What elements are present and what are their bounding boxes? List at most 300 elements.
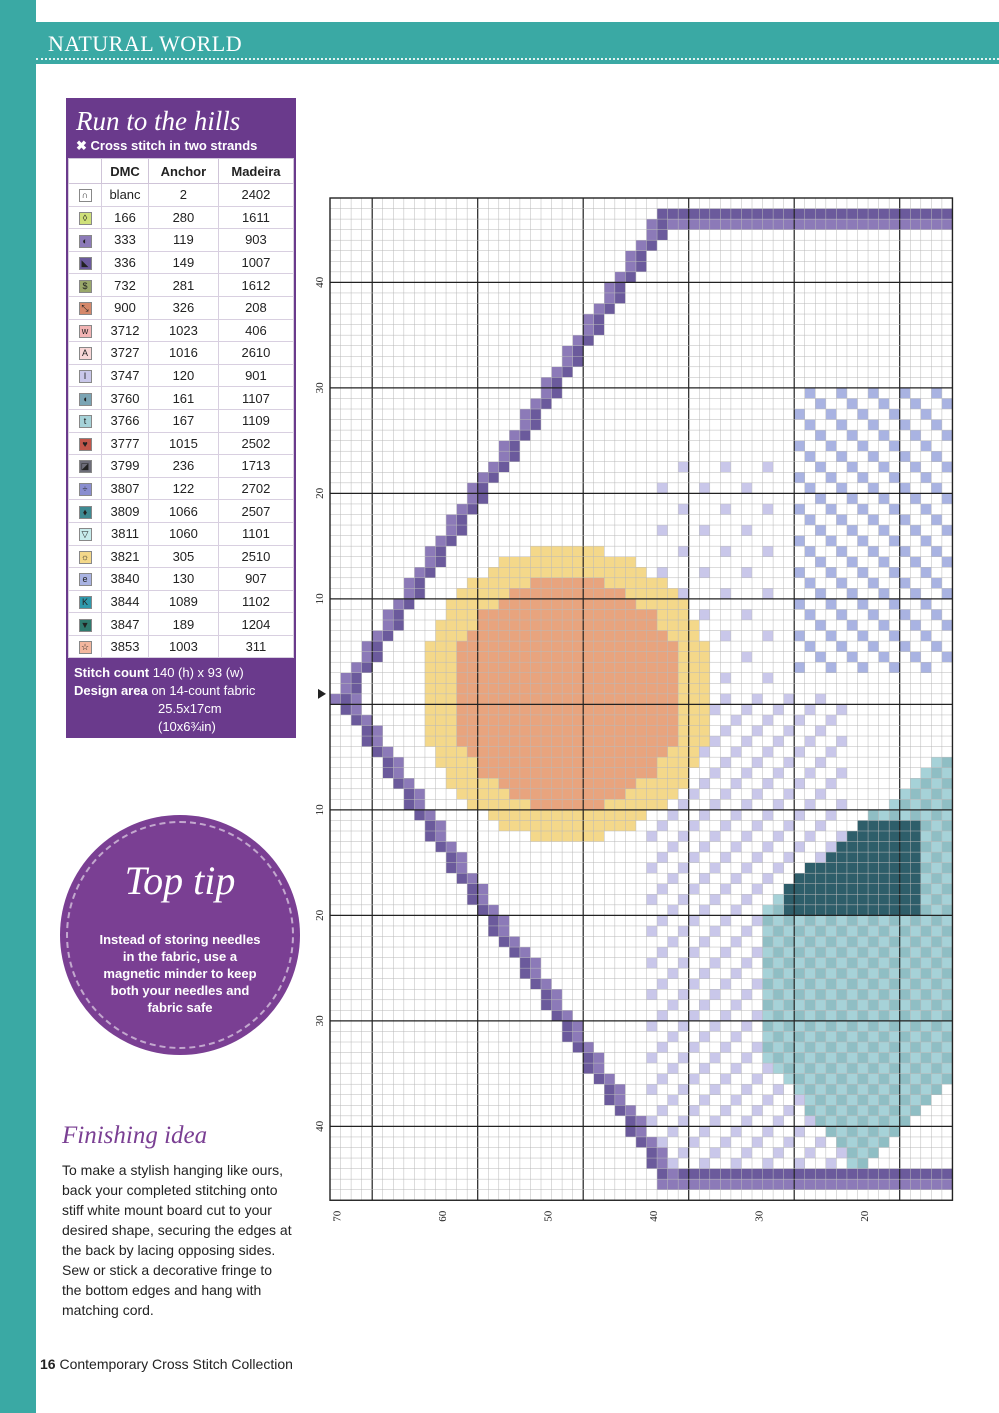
sun-stitch <box>678 599 689 610</box>
sun-stitch <box>467 588 478 599</box>
sun-stitch <box>625 631 636 642</box>
symbol-swatch: ⬧ <box>79 506 92 519</box>
stitch-cell <box>752 852 763 863</box>
stitch-cell <box>889 926 900 937</box>
border-stitch <box>509 430 520 441</box>
stitch-cell <box>900 420 911 431</box>
border-stitch <box>604 1084 615 1095</box>
stitch-cell <box>889 1074 900 1085</box>
stitch-cell <box>858 1116 869 1127</box>
stitch-cell <box>805 1148 816 1159</box>
border-stitch <box>478 493 489 504</box>
stitch-cell <box>942 1000 953 1011</box>
stitch-cell <box>815 820 826 831</box>
stitch-cell <box>836 852 847 863</box>
stitch-cell <box>773 905 784 916</box>
stitch-cell <box>858 905 869 916</box>
sun-stitch <box>657 683 668 694</box>
stitch-cell <box>858 863 869 874</box>
border-stitch <box>530 958 541 969</box>
sun-stitch <box>615 747 626 758</box>
key-symbol-cell <box>69 568 102 591</box>
border-stitch <box>805 1169 816 1180</box>
stitch-cell <box>657 1010 668 1021</box>
sun-stitch <box>541 662 552 673</box>
stitch-cell <box>910 1095 921 1106</box>
stitch-cell <box>868 905 879 916</box>
stitch-cell <box>921 979 932 990</box>
sun-stitch <box>488 757 499 768</box>
sun-stitch <box>520 673 531 684</box>
row-label: 20 <box>314 487 326 499</box>
stitch-cell <box>858 873 869 884</box>
border-stitch <box>404 789 415 800</box>
stitch-cell <box>710 704 721 715</box>
stitch-cell <box>773 926 784 937</box>
border-stitch <box>383 757 394 768</box>
sun-stitch <box>573 768 584 779</box>
border-stitch <box>393 768 404 779</box>
stitch-cell <box>889 1095 900 1106</box>
sun-stitch <box>573 641 584 652</box>
sun-stitch <box>636 620 647 631</box>
key-symbol-cell <box>69 409 102 432</box>
border-stitch <box>636 1126 647 1137</box>
sun-stitch <box>594 641 605 652</box>
border-stitch <box>467 894 478 905</box>
stitch-cell <box>805 1053 816 1064</box>
sun-stitch <box>509 652 520 663</box>
column-label: 20 <box>859 1210 872 1222</box>
stitch-cell <box>847 894 858 905</box>
stitch-cell <box>752 915 763 926</box>
stitch-cell <box>826 1095 837 1106</box>
stitch-cell <box>815 1053 826 1064</box>
stitch-cell <box>805 483 816 494</box>
stitch-cell <box>773 1148 784 1159</box>
stitch-cell <box>689 1042 700 1053</box>
stitch-cell <box>858 441 869 452</box>
stitch-cell <box>763 1042 774 1053</box>
key-madeira-cell: 1612 <box>218 274 293 297</box>
sun-stitch <box>583 820 594 831</box>
stitch-count: 140 (h) x 93 (w) <box>152 665 244 680</box>
stitch-cell <box>794 1084 805 1095</box>
stitch-cell <box>815 1137 826 1148</box>
stitch-cell <box>879 1126 890 1137</box>
border-stitch <box>499 915 510 926</box>
sun-stitch <box>436 662 447 673</box>
stitch-cell <box>710 1116 721 1127</box>
stitch-cell <box>773 989 784 1000</box>
border-stitch <box>942 219 953 230</box>
sun-stitch <box>562 567 573 578</box>
border-stitch <box>815 1169 826 1180</box>
design-area-in: (10x6¾in) <box>158 719 216 734</box>
stitch-cell <box>815 1031 826 1042</box>
sun-stitch <box>583 546 594 557</box>
stitch-cell <box>910 652 921 663</box>
sun-stitch <box>436 620 447 631</box>
sun-stitch <box>668 609 679 620</box>
key-dmc-cell: 3807 <box>102 477 149 500</box>
stitch-cell <box>752 757 763 768</box>
stitch-cell <box>879 462 890 473</box>
stitch-cell <box>836 609 847 620</box>
stitch-cell <box>900 1074 911 1085</box>
stitch-cell <box>678 863 689 874</box>
border-stitch <box>836 1179 847 1190</box>
stitch-cell <box>815 726 826 737</box>
key-title: Run to the hills <box>76 106 241 136</box>
stitch-cell <box>815 873 826 884</box>
border-stitch <box>393 599 404 610</box>
stitch-cell <box>815 1084 826 1095</box>
stitch-cell <box>910 789 921 800</box>
stitch-cell <box>794 926 805 937</box>
sun-stitch <box>573 588 584 599</box>
stitch-cell <box>910 588 921 599</box>
sun-stitch <box>541 557 552 568</box>
stitch-cell <box>858 1074 869 1085</box>
stitch-cell <box>868 937 879 948</box>
stitch-cell <box>815 462 826 473</box>
stitch-cell <box>815 1095 826 1106</box>
border-stitch <box>499 441 510 452</box>
stitch-cell <box>921 947 932 958</box>
border-stitch <box>731 219 742 230</box>
stitch-cell <box>942 831 953 842</box>
sun-stitch <box>562 757 573 768</box>
stitch-cell <box>773 704 784 715</box>
sun-stitch <box>583 662 594 673</box>
stitch-cell <box>921 409 932 420</box>
key-madeira-cell: 2610 <box>218 342 293 365</box>
stitch-cell <box>921 504 932 515</box>
stitch-cell <box>858 915 869 926</box>
sun-stitch <box>604 704 615 715</box>
sun-stitch <box>478 694 489 705</box>
border-stitch <box>436 842 447 853</box>
sun-stitch <box>594 810 605 821</box>
sun-stitch <box>488 599 499 610</box>
sun-stitch <box>499 704 510 715</box>
sun-stitch <box>573 789 584 800</box>
stitch-cell <box>868 1074 879 1085</box>
sun-stitch <box>457 631 468 642</box>
sun-stitch <box>573 567 584 578</box>
sun-stitch <box>647 757 658 768</box>
stitch-cell <box>879 884 890 895</box>
sun-stitch <box>583 631 594 642</box>
sun-stitch <box>530 747 541 758</box>
sun-stitch <box>636 736 647 747</box>
stitch-cell <box>942 979 953 990</box>
stitch-cell <box>847 905 858 916</box>
stitch-cell <box>836 420 847 431</box>
border-stitch <box>341 704 352 715</box>
stitch-cell <box>836 915 847 926</box>
stitch-cell <box>647 863 658 874</box>
sun-stitch <box>625 662 636 673</box>
border-stitch <box>836 209 847 220</box>
border-stitch <box>847 219 858 230</box>
stitch-cell <box>815 1010 826 1021</box>
stitch-cell <box>847 525 858 536</box>
stitch-cell <box>794 778 805 789</box>
stitch-cell <box>826 1126 837 1137</box>
stitch-cell <box>900 968 911 979</box>
stitch-cell <box>942 873 953 884</box>
stitch-cell <box>889 567 900 578</box>
stitch-cell <box>699 873 710 884</box>
stitch-cell <box>752 1042 763 1053</box>
sun-stitch <box>520 652 531 663</box>
key-subtitle: ✖ Cross stitch in two strands <box>76 138 258 153</box>
border-stitch <box>530 968 541 979</box>
stitch-cell <box>921 599 932 610</box>
stitch-cell <box>699 810 710 821</box>
stitch-cell <box>794 1074 805 1085</box>
stitch-cell <box>815 989 826 1000</box>
border-stitch <box>425 820 436 831</box>
stitch-cell <box>805 831 816 842</box>
stitch-cell <box>847 430 858 441</box>
stitch-cell <box>921 662 932 673</box>
stitch-cell <box>699 1126 710 1137</box>
stitch-cell <box>794 947 805 958</box>
border-stitch <box>868 209 879 220</box>
border-stitch <box>478 905 489 916</box>
stitch-cell <box>921 1010 932 1021</box>
sun-stitch <box>552 652 563 663</box>
sun-stitch <box>530 736 541 747</box>
stitch-cell <box>720 462 731 473</box>
stitch-cell <box>657 947 668 958</box>
border-stitch <box>372 726 383 737</box>
column-label: 70 <box>331 1210 344 1222</box>
stitch-cell <box>900 905 911 916</box>
border-stitch <box>752 1179 763 1190</box>
stitch-cell <box>931 1031 942 1042</box>
sun-stitch <box>657 747 668 758</box>
sun-stitch <box>604 631 615 642</box>
stitch-cell <box>836 989 847 1000</box>
stitch-cell <box>657 852 668 863</box>
stitch-cell <box>942 799 953 810</box>
sun-stitch <box>509 726 520 737</box>
border-stitch <box>383 620 394 631</box>
sun-stitch <box>541 673 552 684</box>
sun-stitch <box>541 831 552 842</box>
stitch-cell <box>879 588 890 599</box>
stitch-cell <box>699 1095 710 1106</box>
stitch-cell <box>805 1084 816 1095</box>
stitch-cell <box>763 926 774 937</box>
stitch-cell <box>889 947 900 958</box>
sun-stitch <box>520 778 531 789</box>
border-stitch <box>910 219 921 230</box>
key-dmc-cell: 3747 <box>102 364 149 387</box>
stitch-cell <box>805 1074 816 1085</box>
stitch-cell <box>741 799 752 810</box>
header-dotted-line <box>36 58 999 60</box>
stitch-cell <box>826 852 837 863</box>
sun-stitch <box>657 620 668 631</box>
sun-stitch <box>552 799 563 810</box>
stitch-cell <box>900 884 911 895</box>
stitch-cell <box>847 652 858 663</box>
stitch-cell <box>741 1116 752 1127</box>
stitch-cell <box>910 831 921 842</box>
border-stitch <box>562 356 573 367</box>
stitch-cell <box>826 567 837 578</box>
stitch-cell <box>805 884 816 895</box>
key-table <box>68 158 294 658</box>
key-anchor-cell: 1016 <box>148 342 218 365</box>
key-madeira-cell: 1107 <box>218 387 293 410</box>
stitch-cell <box>836 1042 847 1053</box>
sun-stitch <box>520 578 531 589</box>
stitch-cell <box>647 1116 658 1127</box>
sun-stitch <box>446 715 457 726</box>
stitch-cell <box>868 609 879 620</box>
sun-stitch <box>425 694 436 705</box>
stitch-cell <box>784 947 795 958</box>
stitch-cell <box>858 1053 869 1064</box>
design-area: on 14-count fabric <box>151 683 256 698</box>
sun-stitch <box>467 799 478 810</box>
stitch-cell <box>858 1137 869 1148</box>
stitch-cell <box>826 810 837 821</box>
border-stitch <box>552 377 563 388</box>
stitch-cell <box>900 1095 911 1106</box>
border-stitch <box>889 1179 900 1190</box>
cross-stitch-chart <box>305 190 965 1230</box>
stitch-cell <box>657 979 668 990</box>
border-stitch <box>647 1148 658 1159</box>
sun-stitch <box>604 567 615 578</box>
sun-stitch <box>583 557 594 568</box>
stitch-cell <box>879 905 890 916</box>
stitch-cell <box>858 504 869 515</box>
sun-stitch <box>583 641 594 652</box>
stitch-cell <box>931 1074 942 1085</box>
sun-stitch <box>668 631 679 642</box>
stitch-cell <box>689 884 700 895</box>
sun-stitch <box>446 683 457 694</box>
stitch-cell <box>815 863 826 874</box>
sun-stitch <box>425 652 436 663</box>
stitch-cell <box>900 915 911 926</box>
stitch-cell <box>900 515 911 526</box>
stitch-cell <box>942 1021 953 1032</box>
stitch-cell <box>836 1148 847 1159</box>
stitch-cell <box>773 1000 784 1011</box>
stitch-cell <box>836 768 847 779</box>
key-anchor-cell: 326 <box>148 296 218 319</box>
stitch-cell <box>847 1031 858 1042</box>
sun-stitch <box>520 715 531 726</box>
border-stitch <box>636 251 647 262</box>
sun-stitch <box>604 715 615 726</box>
sun-stitch <box>467 715 478 726</box>
sun-stitch <box>689 673 700 684</box>
stitch-cell <box>826 1042 837 1053</box>
border-stitch <box>509 451 520 462</box>
sun-stitch <box>457 768 468 779</box>
stitch-cell <box>847 462 858 473</box>
sun-stitch <box>604 747 615 758</box>
key-dmc-cell: 3847 <box>102 613 149 636</box>
stitch-cell <box>731 810 742 821</box>
sun-stitch <box>457 747 468 758</box>
row-label: 20 <box>314 909 326 921</box>
sun-stitch <box>636 631 647 642</box>
sun-stitch <box>562 820 573 831</box>
stitch-cell <box>931 789 942 800</box>
stitch-cell <box>826 989 837 1000</box>
stitch-cell <box>678 1084 689 1095</box>
border-stitch <box>657 1179 668 1190</box>
border-stitch <box>351 673 362 684</box>
stitch-cell <box>763 947 774 958</box>
stitch-cell <box>678 504 689 515</box>
stitch-cell <box>794 884 805 895</box>
stitch-cell <box>794 1053 805 1064</box>
border-stitch <box>488 462 499 473</box>
border-stitch <box>393 620 404 631</box>
stitch-cell <box>910 462 921 473</box>
stitch-cell <box>900 842 911 853</box>
stitch-cell <box>847 884 858 895</box>
sun-stitch <box>594 567 605 578</box>
stitch-cell <box>889 820 900 831</box>
sun-stitch <box>457 662 468 673</box>
stitch-cell <box>942 1053 953 1064</box>
border-stitch <box>457 504 468 515</box>
key-row <box>69 229 294 252</box>
key-madeira-cell: 2402 <box>218 184 293 207</box>
border-stitch <box>678 209 689 220</box>
stitch-cell <box>942 652 953 663</box>
sun-stitch <box>562 652 573 663</box>
stitch-cell <box>879 947 890 958</box>
border-stitch <box>900 209 911 220</box>
stitch-cell <box>921 884 932 895</box>
sun-stitch <box>509 567 520 578</box>
sun-stitch <box>573 810 584 821</box>
border-stitch <box>604 304 615 315</box>
sun-stitch <box>457 757 468 768</box>
sun-stitch <box>699 726 710 737</box>
sun-stitch <box>446 620 457 631</box>
stitch-cell <box>741 989 752 1000</box>
sun-stitch <box>478 641 489 652</box>
border-stitch <box>889 209 900 220</box>
key-anchor-cell: 1015 <box>148 432 218 455</box>
stitch-cell <box>858 852 869 863</box>
stitch-cell <box>805 905 816 916</box>
border-stitch <box>921 219 932 230</box>
sun-stitch <box>625 704 636 715</box>
sun-stitch <box>488 673 499 684</box>
stitch-cell <box>710 926 721 937</box>
key-dmc-cell: blanc <box>102 184 149 207</box>
sun-stitch <box>530 768 541 779</box>
sun-stitch <box>509 578 520 589</box>
sun-stitch <box>594 736 605 747</box>
